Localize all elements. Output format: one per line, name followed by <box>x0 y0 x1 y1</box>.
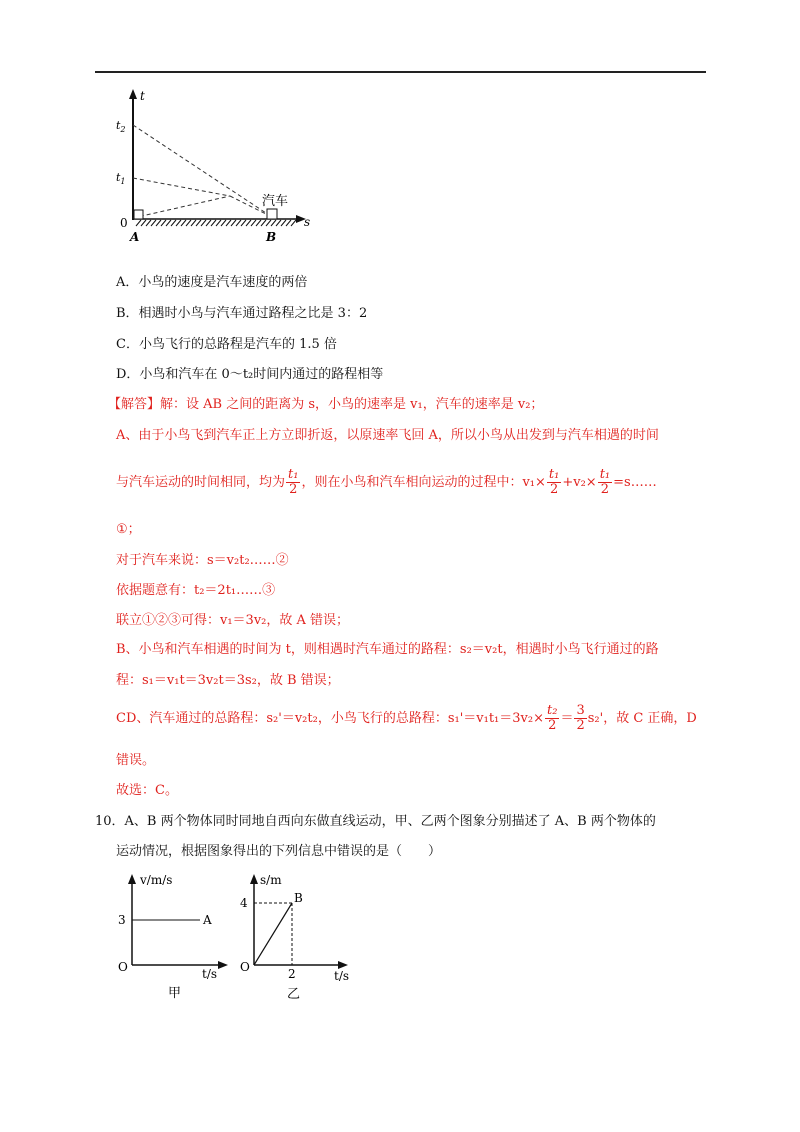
fraction-denominator: 2 <box>549 482 559 497</box>
t2-label: $t_2$ <box>116 119 126 134</box>
yi-origin: O <box>240 960 250 974</box>
yi-caption: 乙 <box>287 987 301 1002</box>
jia-ytick: 3 <box>118 913 126 927</box>
car-label: 汽车 <box>262 194 289 209</box>
fraction-t2-over-2 <box>545 704 559 733</box>
solution-line-4: ①； <box>116 522 141 537</box>
solution-tag: 【解答】 <box>108 397 161 412</box>
fraction-denominator: 2 <box>576 718 585 733</box>
solution-text-10c: s₂'，故 C 正确，D <box>587 711 697 726</box>
solution-line-12: 故选：C。 <box>116 783 178 798</box>
option-d: D．小鸟和汽车在 0～t₂时间内通过的路程相等 <box>116 367 384 382</box>
solution-line-3 <box>116 468 657 498</box>
fraction-t1-over-2-b <box>547 468 561 497</box>
fraction-numerator: t₁ <box>288 467 299 482</box>
solution-line-8: B、小鸟和汽车相遇的时间为 t，则相遇时汽车通过的路程：s₂＝v₂t，相遇时小鸟飞行通过的路 <box>116 642 659 657</box>
axis-t-label: t <box>140 89 145 103</box>
t1-label: $t_1$ <box>116 171 126 186</box>
solution-line-2: A、由于小鸟飞到汽车正上方立即折返，以原速率飞回 A，所以小鸟从出发到与汽车相遇的时间 <box>116 428 659 443</box>
solution-text-10a: CD、汽车通过的总路程：s₂'＝v₂t₂，小鸟飞行的总路程：s₁'＝v₁t₁＝3v₂× <box>116 711 544 726</box>
solution-line-7: 联立①②③可得：v₁＝3v₂，故 A 错误； <box>116 613 350 628</box>
origin-label: 0 <box>120 216 128 230</box>
solution-line-9: 程：s₁＝v₁t＝3v₂t＝3s₂，故 B 错误； <box>116 673 340 688</box>
fraction-numerator: 3 <box>576 703 585 718</box>
solution-line-6: 依据题意有：t₂＝2t₁……③ <box>116 583 276 598</box>
fraction-numerator: t₂ <box>547 703 558 718</box>
point-b-label: B <box>266 230 277 244</box>
solution-text-1: 解：设 AB 之间的距离为 s，小鸟的速率是 v₁，汽车的速率是 v₂； <box>160 397 544 412</box>
header-rule <box>95 71 706 73</box>
option-b: B．相遇时小鸟与汽车通过路程之比是 3：2 <box>116 306 368 321</box>
graph-yi <box>234 870 364 1005</box>
solution-line-5: 对于汽车来说：s＝v₂t₂……② <box>116 553 289 568</box>
point-a-label: A <box>130 230 140 244</box>
question-10-line-1: 10．A、B 两个物体同时同地自西向东做直线运动，甲、乙两个图象分别描述了 A、B 两个物体的 <box>95 814 656 829</box>
fraction-denominator: 2 <box>600 482 610 497</box>
fraction-t1-over-2 <box>286 468 300 497</box>
option-a: A．小鸟的速度是汽车速度的两倍 <box>116 275 308 290</box>
graph-jia <box>110 870 240 1000</box>
axis-s-label: s <box>304 215 311 229</box>
yi-xlabel: t/s <box>334 969 350 983</box>
solution-line-10 <box>116 702 697 736</box>
fraction-denominator: 2 <box>289 482 298 497</box>
fraction-denominator: 2 <box>548 718 557 733</box>
fraction-numerator: t₁ <box>548 467 560 482</box>
solution-line-11: 错误。 <box>116 753 156 768</box>
fraction-3-over-2 <box>574 704 586 733</box>
solution-line-1 <box>108 396 543 414</box>
yi-point-label: B <box>294 891 303 905</box>
jia-caption: 甲 <box>168 986 182 1000</box>
bird-car-diagram <box>110 85 320 245</box>
solution-text-3a: 与汽车运动的时间相同，均为 <box>116 475 286 490</box>
yi-ytick: 4 <box>240 896 248 910</box>
option-c: C．小鸟飞行的总路程是汽车的 1.5 倍 <box>116 337 337 352</box>
jia-series-label: A <box>203 913 212 927</box>
solution-text-3c: +v₂× <box>562 475 597 490</box>
jia-ylabel: v/m/s <box>140 873 173 887</box>
jia-xlabel: t/s <box>202 967 218 981</box>
jia-origin: O <box>118 960 128 974</box>
fraction-numerator: t₁ <box>599 467 611 482</box>
yi-xtick: 2 <box>288 967 296 981</box>
solution-text-10b: ＝ <box>560 711 574 726</box>
solution-text-3b: ，则在小鸟和汽车相向运动的过程中：v₁× <box>301 475 546 490</box>
yi-ylabel: s/m <box>260 873 282 887</box>
fraction-t1-over-2-c <box>598 468 612 497</box>
solution-text-3d: =s…… <box>613 475 657 490</box>
question-10-line-2: 运动情况，根据图象得出的下列信息中错误的是（ ） <box>116 844 442 859</box>
